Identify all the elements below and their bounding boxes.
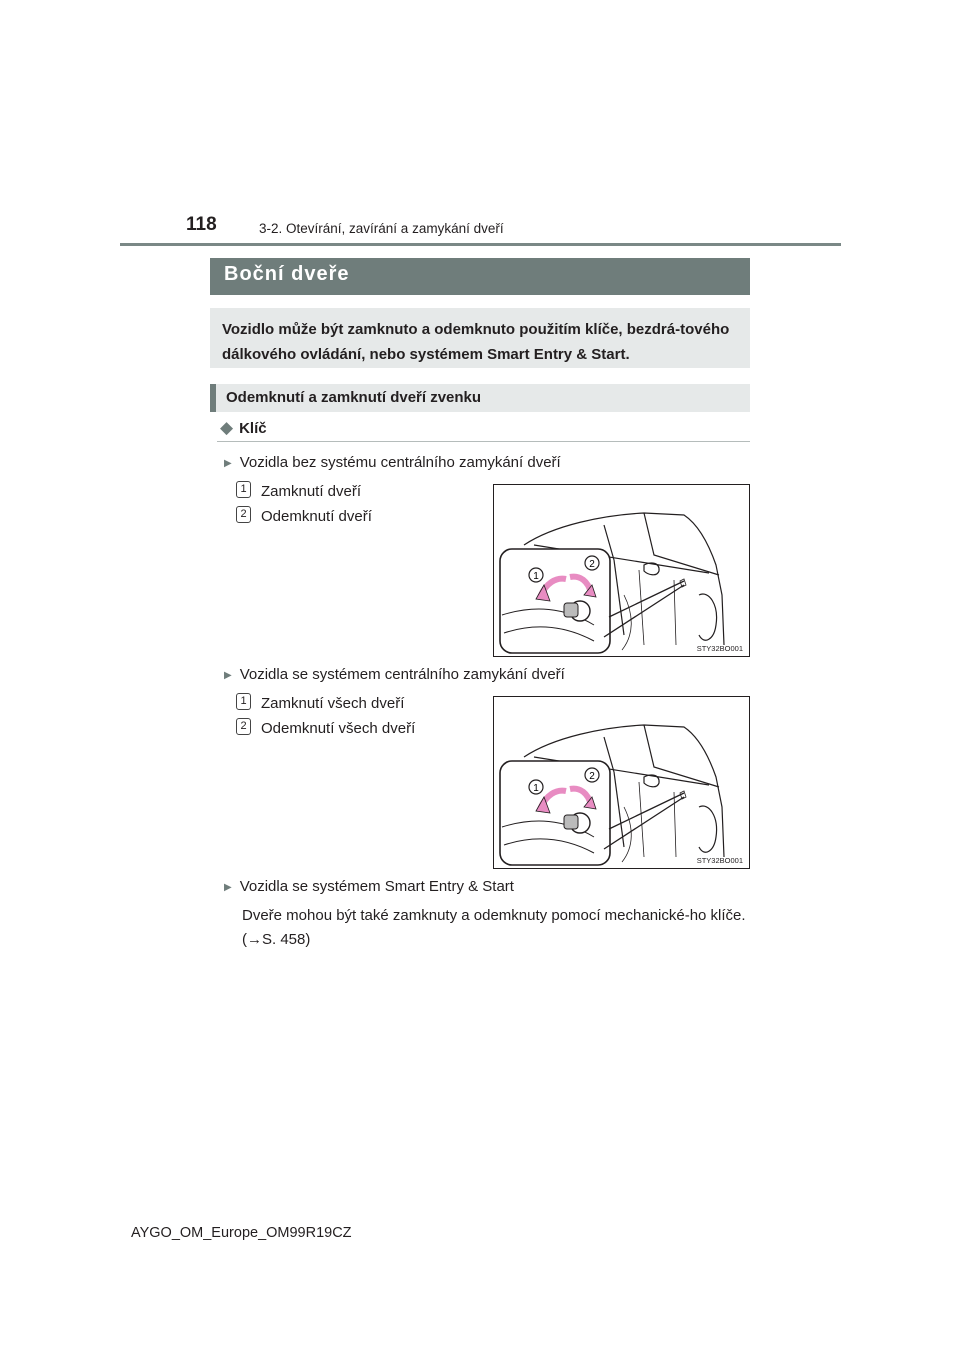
intro-text: Vozidlo může být zamknuto a odemknuto použitím klíče, bezdrá-tového dálkového ovládání, nebo systémem Smart Entry & Start.: [222, 321, 730, 363]
bullet-label: Vozidla bez systému centrálního zamykání dveří: [239, 454, 561, 471]
diamond-icon: ◆: [220, 418, 234, 437]
section-title: Boční dveře: [210, 258, 750, 295]
step-item: [236, 695, 404, 714]
step-text: Odemknutí všech dveří: [261, 720, 416, 737]
step-number: 1: [236, 693, 251, 710]
step-item: [236, 483, 361, 502]
illustration-code: STY32BO001: [696, 644, 743, 653]
step-number: 1: [236, 481, 251, 498]
step-item: [236, 508, 372, 527]
heading-rule: [217, 441, 750, 442]
triangle-bullet-icon: ▶: [224, 458, 232, 469]
key-heading-label: Klíč: [239, 420, 267, 437]
intro-box: [210, 308, 750, 368]
step-number: 2: [236, 718, 251, 735]
step-text: Zamknutí všech dveří: [261, 695, 405, 712]
bullet-label: Vozidla se systémem Smart Entry & Start: [239, 878, 514, 895]
door-lock-illustration: [493, 696, 750, 869]
callout-1: 1: [533, 783, 539, 794]
page-number: 118: [186, 214, 217, 235]
illustration-code: STY32BO001: [696, 856, 743, 865]
callout-2: 2: [589, 559, 595, 570]
bullet-smart-entry: [224, 878, 514, 895]
door-lock-illustration: [493, 484, 750, 657]
car-door-key-svg: [494, 697, 749, 868]
running-header: 3-2. Otevírání, zavírání a zamykání dveří: [259, 221, 504, 236]
step-item: [236, 720, 415, 739]
step-text: Odemknutí dveří: [261, 508, 372, 525]
subsection-heading: Odemknutí a zamknutí dveří zvenku: [210, 384, 750, 412]
key-heading: [220, 418, 267, 438]
triangle-bullet-icon: ▶: [224, 882, 232, 893]
bullet-central-locking: [224, 666, 565, 683]
triangle-bullet-icon: ▶: [224, 670, 232, 681]
bullet-no-central-locking: [224, 454, 561, 471]
step-text: Zamknutí dveří: [261, 483, 362, 500]
document-footer: AYGO_OM_Europe_OM99R19CZ: [131, 1225, 352, 1241]
header-rule: [120, 243, 841, 246]
bullet-label: Vozidla se systémem centrálního zamykání dveří: [239, 666, 565, 683]
callout-1: 1: [533, 571, 539, 582]
step-number: 2: [236, 506, 251, 523]
callout-2: 2: [589, 771, 595, 782]
mechanical-key-note: Dveře mohou být také zamknuty a odemknuty pomocí mechanické-ho klíče. (→S. 458): [242, 907, 746, 948]
car-door-key-svg: [494, 485, 749, 656]
